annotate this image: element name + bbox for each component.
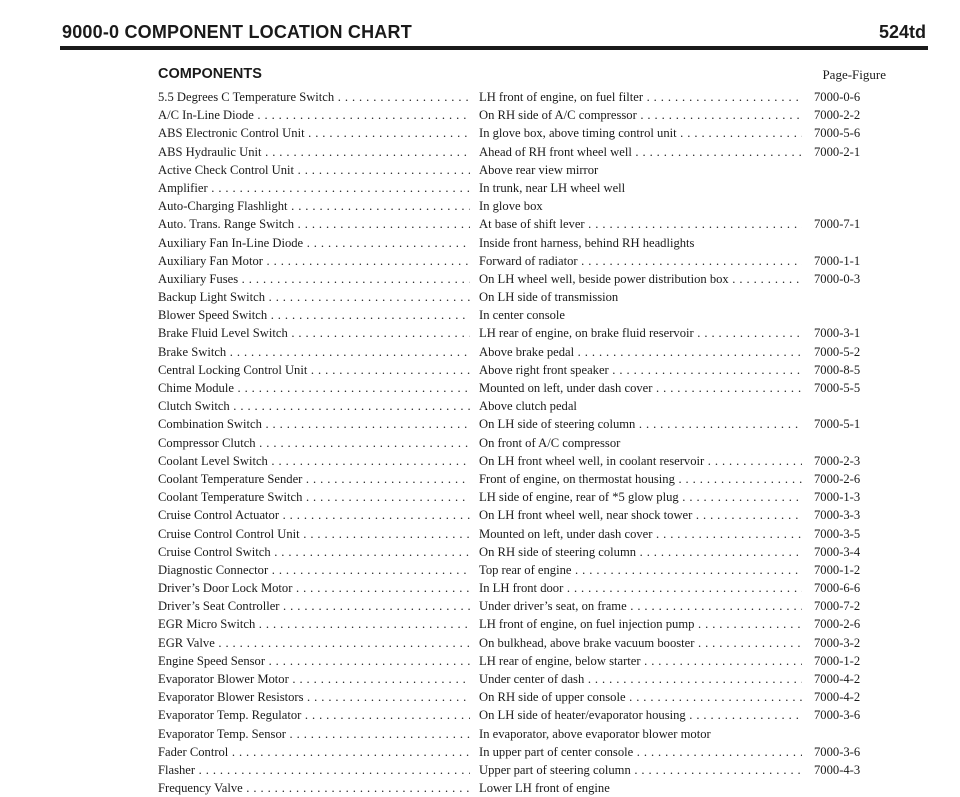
table-row <box>158 415 898 433</box>
page-figure: 7000-2-1 <box>814 144 861 159</box>
component-location: In glove box, above timing control unit . . . <box>479 124 802 142</box>
page-figure: 7000-5-6 <box>814 126 861 141</box>
page-figure: 7000-4-2 <box>814 690 861 705</box>
page-figure: 7000-4-2 <box>814 672 861 686</box>
components-heading: COMPONENTS <box>158 66 262 82</box>
component-name: Engine Speed Sensor . . . <box>158 652 470 670</box>
table-row <box>158 343 898 361</box>
table-row <box>158 234 898 252</box>
table-row <box>158 561 898 579</box>
component-name: ABS Electronic Control Unit . . . <box>158 124 470 142</box>
component-location: On LH side of heater/evaporator housing . . . <box>479 706 802 724</box>
table-row <box>158 215 898 233</box>
component-name: Coolant Level Switch . . . <box>158 452 470 470</box>
component-location: On RH side of upper console . . . <box>479 688 802 706</box>
component-location: Ahead of RH front wheel well . . . <box>479 143 802 161</box>
table-row <box>158 597 898 615</box>
table-row <box>158 197 898 215</box>
page-figure: 7000-8-5 <box>814 362 861 377</box>
page-figure: 7000-5-2 <box>814 344 861 359</box>
table-row <box>158 88 898 106</box>
page-figure: 7000-1-2 <box>814 653 861 668</box>
component-location: LH front of engine, on fuel injection pump . . . <box>479 615 802 633</box>
component-name: ABS Hydraulic Unit . . . <box>158 143 470 161</box>
component-name: Amplifier . . . <box>158 179 470 197</box>
component-name: Driver’s Seat Controller . . . <box>158 597 470 615</box>
component-location: On LH side of transmission <box>479 290 619 305</box>
table-row <box>158 434 898 452</box>
component-name: Chime Module . . . <box>158 379 470 397</box>
component-location: In trunk, near LH wheel well <box>479 180 626 195</box>
component-name: Evaporator Temp. Regulator . . . <box>158 706 470 724</box>
component-location: Forward of radiator . . . <box>479 252 802 270</box>
table-row <box>158 470 898 488</box>
component-location: In evaporator, above evaporator blower motor <box>479 726 711 741</box>
component-name: Fader Control . . . <box>158 743 470 761</box>
page-figure: 7000-7-1 <box>814 217 861 232</box>
page-figure: 7000-2-3 <box>814 453 861 468</box>
component-name: 5.5 Degrees C Temperature Switch . . . <box>158 88 470 106</box>
component-location: LH side of engine, rear of *5 glow plug . . . <box>479 488 802 506</box>
component-location: Above rear view mirror <box>479 162 599 177</box>
component-name: Cruise Control Control Unit . . . <box>158 525 470 543</box>
table-row <box>158 615 898 633</box>
component-name: Evaporator Temp. Sensor . . . <box>158 725 470 743</box>
component-name: Combination Switch . . . <box>158 415 470 433</box>
component-name: Auto. Trans. Range Switch . . . <box>158 215 470 233</box>
component-location: LH rear of engine, below starter . . . <box>479 652 802 670</box>
column-headers <box>158 66 886 86</box>
component-location: In center console <box>479 308 566 323</box>
page-figure: 7000-4-3 <box>814 762 861 777</box>
table-row <box>158 579 898 597</box>
table-row <box>158 106 898 124</box>
component-name: EGR Valve . . . <box>158 634 470 652</box>
component-name: Brake Fluid Level Switch . . . <box>158 324 470 342</box>
page-figure: 7000-1-1 <box>814 253 861 268</box>
component-location: On LH side of steering column . . . <box>479 415 802 433</box>
component-location: Above clutch pedal <box>479 399 577 414</box>
table-row <box>158 779 898 797</box>
table-row <box>158 379 898 397</box>
page-figure: 7000-5-5 <box>814 381 861 395</box>
table-row <box>158 288 898 306</box>
component-location: Mounted on left, under dash cover . . . <box>479 379 802 397</box>
table-row <box>158 270 898 288</box>
table-row <box>158 161 898 179</box>
component-name: Compressor Clutch . . . <box>158 434 470 452</box>
component-location: Inside front harness, behind RH headlights <box>479 235 695 250</box>
table-row <box>158 652 898 670</box>
table-row <box>158 725 898 743</box>
page-figure: 7000-3-6 <box>814 708 861 723</box>
page-figure: 7000-5-1 <box>814 417 861 432</box>
component-name: Cruise Control Actuator . . . <box>158 506 470 524</box>
page-figure: 7000-7-2 <box>814 599 861 614</box>
page-figure: 7000-0-3 <box>814 271 861 286</box>
page-figure: 7000-2-2 <box>814 108 861 123</box>
component-location: Front of engine, on thermostat housing . . . <box>479 470 802 488</box>
table-row <box>158 143 898 161</box>
component-location: In LH front door . . . <box>479 579 802 597</box>
component-location: Mounted on left, under dash cover . . . <box>479 525 802 543</box>
header-rule <box>60 46 928 50</box>
section-code: 524td <box>878 22 926 42</box>
component-location: On front of A/C compressor <box>479 435 621 450</box>
component-name: Evaporator Blower Resistors . . . <box>158 688 470 706</box>
component-location: On LH front wheel well, near shock tower . . . <box>479 506 802 524</box>
component-location: Lower LH front of engine <box>479 781 610 796</box>
component-name: Brake Switch . . . <box>158 343 470 361</box>
component-location: Above brake pedal . . . <box>479 343 802 361</box>
table-row <box>158 506 898 524</box>
component-location: Under center of dash . . . <box>479 670 802 688</box>
page-figure: 7000-3-5 <box>814 526 861 541</box>
component-name: Evaporator Blower Motor . . . <box>158 670 470 688</box>
component-location: Top rear of engine . . . <box>479 561 802 579</box>
component-location: In upper part of center console . . . <box>479 743 802 761</box>
component-name: Auxiliary Fan Motor . . . <box>158 252 470 270</box>
chart-title: 9000-0 COMPONENT LOCATION CHART <box>62 22 412 42</box>
component-name: Clutch Switch . . . <box>158 397 470 415</box>
table-row <box>158 488 898 506</box>
component-name: Active Check Control Unit . . . <box>158 161 470 179</box>
component-name: Auto-Charging Flashlight . . . <box>158 197 470 215</box>
component-location: On bulkhead, above brake vacuum booster . . . <box>479 634 802 652</box>
table-row <box>158 525 898 543</box>
page-figure: 7000-6-6 <box>814 581 861 596</box>
table-row <box>158 634 898 652</box>
page-figure: 7000-3-2 <box>814 635 861 650</box>
component-location: At base of shift lever . . . <box>479 215 802 233</box>
component-name: Flasher . . . <box>158 761 470 779</box>
component-location: On LH front wheel well, in coolant reservoir . . . <box>479 452 802 470</box>
component-name: Diagnostic Connector . . . <box>158 561 470 579</box>
component-location: LH rear of engine, on brake fluid reservoir . . . <box>479 324 802 342</box>
component-location: On RH side of steering column . . . <box>479 543 802 561</box>
page-figure: 7000-2-6 <box>814 617 861 632</box>
table-row <box>158 179 898 197</box>
component-name: A/C In-Line Diode . . . <box>158 106 470 124</box>
component-location: Above right front speaker . . . <box>479 361 802 379</box>
page-figure: 7000-3-6 <box>814 744 861 759</box>
component-name: Cruise Control Switch . . . <box>158 543 470 561</box>
component-name: Coolant Temperature Switch . . . <box>158 488 470 506</box>
component-name: EGR Micro Switch . . . <box>158 615 470 633</box>
page-figure: 7000-3-4 <box>814 544 861 559</box>
component-name: Blower Speed Switch . . . <box>158 306 470 324</box>
component-location: LH front of engine, on fuel filter . . . <box>479 88 802 106</box>
table-row <box>158 670 898 688</box>
page-figure: 7000-3-3 <box>814 508 861 523</box>
table-row <box>158 306 898 324</box>
table-row <box>158 706 898 724</box>
component-location: Under driver’s seat, on frame . . . <box>479 597 802 615</box>
table-row <box>158 743 898 761</box>
component-name: Coolant Temperature Sender . . . <box>158 470 470 488</box>
table-row <box>158 761 898 779</box>
component-name: Central Locking Control Unit . . . <box>158 361 470 379</box>
component-name: Backup Light Switch . . . <box>158 288 470 306</box>
component-table <box>158 88 898 797</box>
table-row <box>158 361 898 379</box>
table-row <box>158 543 898 561</box>
page-figure: 7000-1-2 <box>814 562 861 577</box>
table-row <box>158 324 898 342</box>
page-figure: 7000-3-1 <box>814 326 861 341</box>
table-row <box>158 397 898 415</box>
component-location: In glove box <box>479 199 543 214</box>
component-location: Upper part of steering column . . . <box>479 761 802 779</box>
page-figure: 7000-2-6 <box>814 471 861 486</box>
component-name: Frequency Valve . . . <box>158 779 470 797</box>
component-name: Driver’s Door Lock Motor . . . <box>158 579 470 597</box>
page-figure: 7000-0-6 <box>814 90 861 104</box>
component-name: Auxiliary Fuses . . . <box>158 270 470 288</box>
page-figure-heading: Page-Figure <box>822 67 886 82</box>
page-figure: 7000-1-3 <box>814 490 861 505</box>
table-row <box>158 688 898 706</box>
table-row <box>158 252 898 270</box>
component-location: On RH side of A/C compressor . . . <box>479 106 802 124</box>
component-name: Auxiliary Fan In-Line Diode . . . <box>158 234 470 252</box>
table-row <box>158 124 898 142</box>
component-location: On LH wheel well, beside power distribution box . . . <box>479 270 802 288</box>
table-row <box>158 452 898 470</box>
